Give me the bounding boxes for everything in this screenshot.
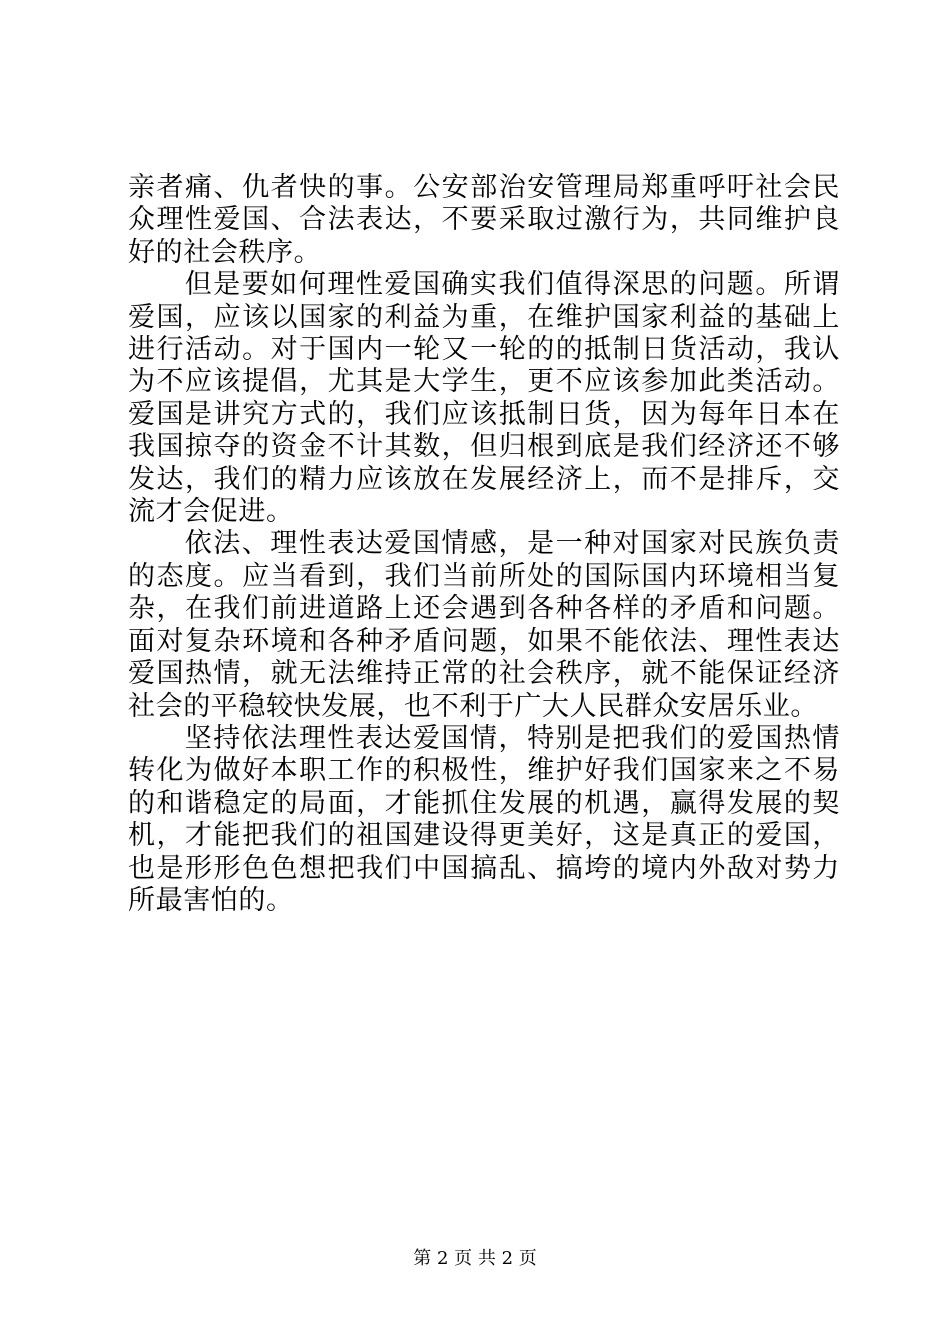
page-number-footer: 第 2 页 共 2 页 xyxy=(413,1248,537,1269)
paragraph-3: 依法、理性表达爱国情感，是一种对国家对民族负责的态度。应当看到，我们当前所处的国际国内环境相当复杂，在我们前进道路上还会遇到各种各样的矛盾和问题。面对复杂环境和各种矛盾问题，如果不能依法、理性表达爱国热情，就无法维持正常的社会秩序，就不能保证经济社会的平稳较快发展，也不利于广大人民群众安居乐业。 xyxy=(128,528,840,722)
paragraph-2: 但是要如何理性爱国确实我们值得深思的问题。所谓爱国，应该以国家的利益为重，在维护国家利益的基础上进行活动。对于国内一轮又一轮的的抵制日货活动，我认为不应该提倡，尤其是大学生，更不应该参加此类活动。爱国是讲究方式的，我们应该抵制日货，因为每年日本在我国掠夺的资金不计其数，但归根到底是我们经济还不够发达，我们的精力应该放在发展经济上，而不是排斥，交流才会促进。 xyxy=(128,269,840,528)
paragraph-1: 亲者痛、仇者快的事。公安部治安管理局郑重呼吁社会民众理性爱国、合法表达，不要采取过激行为，共同维护良好的社会秩序。 xyxy=(128,172,840,268)
document-body xyxy=(128,172,840,917)
paragraph-4: 坚持依法理性表达爱国情，特别是把我们的爱国热情转化为做好本职工作的积极性，维护好我们国家来之不易的和谐稳定的局面，才能抓住发展的机遇，赢得发展的契机，才能把我们的祖国建设得更美好，这是真正的爱国，也是形形色色想把我们中国搞乱、搞垮的境内外敌对势力所最害怕的。 xyxy=(128,722,840,916)
